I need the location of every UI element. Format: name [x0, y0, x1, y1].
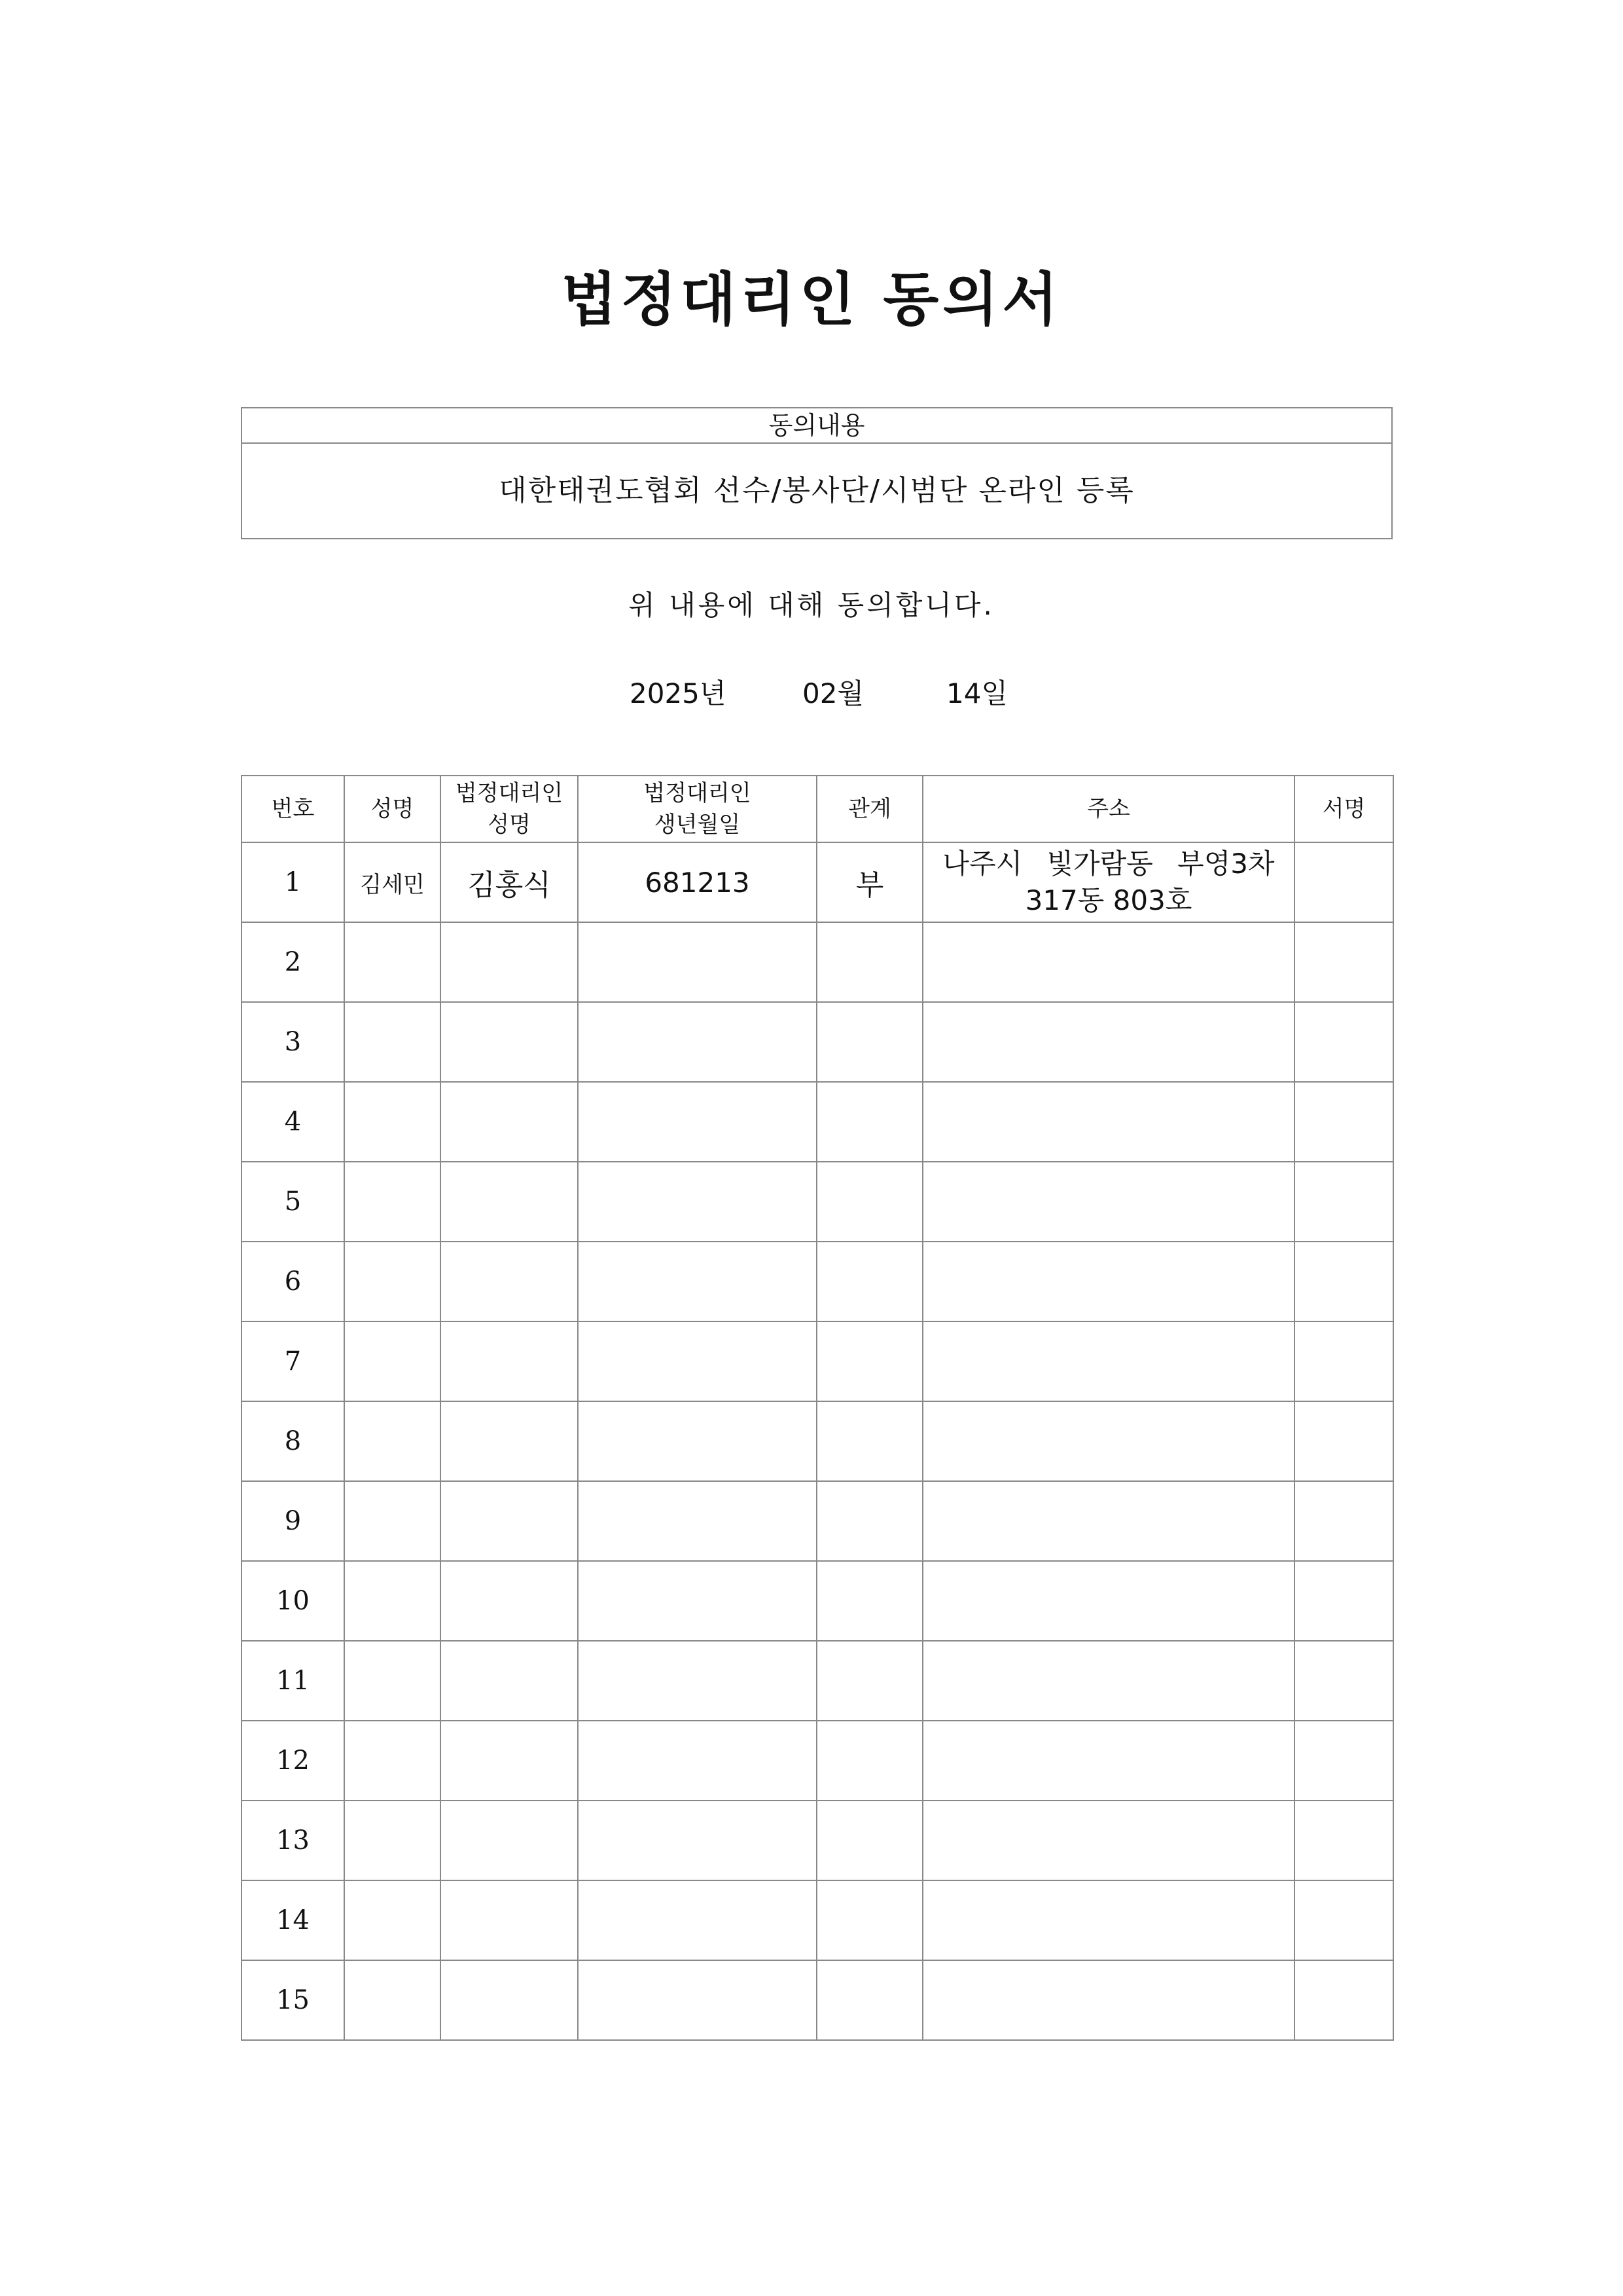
- row-guardian-name: 김홍식: [440, 842, 578, 922]
- row-signature: [1294, 1082, 1393, 1162]
- row-guardian-name: [440, 1960, 578, 2040]
- row-signature: [1294, 842, 1393, 922]
- row-guardian-name: [440, 1002, 578, 1082]
- row-guardian-birth: [578, 1641, 817, 1721]
- row-address: [923, 1481, 1294, 1561]
- row-signature: [1294, 1162, 1393, 1242]
- row-address: [923, 842, 1294, 922]
- table-row: [241, 1721, 1393, 1801]
- row-name: [344, 1082, 440, 1162]
- row-number: 2: [241, 922, 344, 1002]
- header-number: 번호: [241, 776, 344, 842]
- row-relation: [817, 1162, 923, 1242]
- table-row: [241, 1002, 1393, 1082]
- table-row: [241, 922, 1393, 1002]
- row-number: 3: [241, 1002, 344, 1082]
- row-number: 13: [241, 1801, 344, 1880]
- row-guardian-name: [440, 1242, 578, 1321]
- row-relation: [817, 1561, 923, 1641]
- row-guardian-birth: [578, 1960, 817, 2040]
- header-guardian-birth-line2: 생년월일: [654, 812, 741, 838]
- row-number: 7: [241, 1321, 344, 1401]
- row-address-line1: 나주시 빛가람동 부영3차: [942, 848, 1275, 880]
- document-title: 법정대리인 동의서: [561, 266, 1062, 333]
- table-row: [241, 1880, 1393, 1960]
- header-guardian-name-line2: 성명: [488, 812, 531, 838]
- row-guardian-name: [440, 1481, 578, 1561]
- header-guardian-name-line1: 법정대리인: [455, 780, 563, 806]
- row-relation: 부: [817, 842, 923, 922]
- row-number: 11: [241, 1641, 344, 1721]
- header-signature: 서명: [1294, 776, 1393, 842]
- row-guardian-birth: [578, 1321, 817, 1401]
- row-address-line2: 317동 803호: [1025, 884, 1192, 916]
- header-guardian-birth-line1: 법정대리인: [643, 780, 751, 806]
- row-name: [344, 1561, 440, 1641]
- row-guardian-birth: [578, 1082, 817, 1162]
- header-guardian-name: [440, 776, 578, 842]
- table-row: [241, 1960, 1393, 2040]
- row-relation: [817, 1321, 923, 1401]
- row-number: 12: [241, 1721, 344, 1801]
- row-guardian-name: [440, 1561, 578, 1641]
- row-guardian-birth: [578, 1481, 817, 1561]
- table-row: [241, 1561, 1393, 1641]
- row-address: [923, 922, 1294, 1002]
- row-guardian-birth: [578, 1162, 817, 1242]
- row-name: 김세민: [344, 842, 440, 922]
- table-header-row: [241, 776, 1393, 842]
- table-row: [241, 1481, 1393, 1561]
- row-name: [344, 1401, 440, 1481]
- consent-box: [241, 407, 1393, 539]
- row-relation: [817, 1880, 923, 1960]
- row-name: [344, 1721, 440, 1801]
- row-signature: [1294, 1321, 1393, 1401]
- row-signature: [1294, 1002, 1393, 1082]
- header-relation: 관계: [817, 776, 923, 842]
- row-signature: [1294, 1242, 1393, 1321]
- row-address: [923, 1162, 1294, 1242]
- row-name: [344, 1481, 440, 1561]
- row-name: [344, 1242, 440, 1321]
- row-number: 14: [241, 1880, 344, 1960]
- row-name: [344, 1321, 440, 1401]
- row-number: 8: [241, 1401, 344, 1481]
- row-signature: [1294, 1721, 1393, 1801]
- row-number: 15: [241, 1960, 344, 2040]
- row-guardian-birth: [578, 922, 817, 1002]
- header-address: 주소: [923, 776, 1294, 842]
- row-relation: [817, 1401, 923, 1481]
- row-address: [923, 1641, 1294, 1721]
- row-guardian-name: [440, 1082, 578, 1162]
- date-month: 02월: [802, 677, 865, 709]
- table-row: [241, 842, 1393, 922]
- consent-content: 대한태권도협회 선수/봉사단/시범단 온라인 등록: [499, 474, 1135, 507]
- row-guardian-birth: [578, 1002, 817, 1082]
- row-name: [344, 1880, 440, 1960]
- row-relation: [817, 1641, 923, 1721]
- row-guardian-name: [440, 1880, 578, 1960]
- row-signature: [1294, 1801, 1393, 1880]
- row-address: [923, 1960, 1294, 2040]
- table-row: [241, 1641, 1393, 1721]
- row-address: [923, 1721, 1294, 1801]
- row-signature: [1294, 1481, 1393, 1561]
- row-guardian-name: [440, 1801, 578, 1880]
- row-relation: [817, 1481, 923, 1561]
- row-address: [923, 1561, 1294, 1641]
- row-guardian-name: [440, 1401, 578, 1481]
- row-guardian-birth: [578, 1401, 817, 1481]
- row-address: [923, 1880, 1294, 1960]
- row-relation: [817, 1721, 923, 1801]
- agreement-text: 위 내용에 대해 동의합니다.: [628, 589, 995, 621]
- row-signature: [1294, 1401, 1393, 1481]
- row-guardian-birth: [578, 1721, 817, 1801]
- table-row: [241, 1162, 1393, 1242]
- row-name: [344, 1162, 440, 1242]
- row-signature: [1294, 922, 1393, 1002]
- row-relation: [817, 1801, 923, 1880]
- row-signature: [1294, 1641, 1393, 1721]
- table-row: [241, 1082, 1393, 1162]
- row-signature: [1294, 1561, 1393, 1641]
- row-guardian-birth: [578, 1242, 817, 1321]
- date-year: 2025년: [630, 677, 726, 709]
- row-signature: [1294, 1880, 1393, 1960]
- row-address: [923, 1082, 1294, 1162]
- row-name: [344, 1641, 440, 1721]
- row-name: [344, 1960, 440, 2040]
- row-relation: [817, 1002, 923, 1082]
- row-number: 5: [241, 1162, 344, 1242]
- row-guardian-name: [440, 922, 578, 1002]
- row-address: [923, 1002, 1294, 1082]
- row-name: [344, 922, 440, 1002]
- row-address: [923, 1401, 1294, 1481]
- row-number: 1: [241, 842, 344, 922]
- row-guardian-birth: [578, 1880, 817, 1960]
- header-name: 성명: [344, 776, 440, 842]
- table-row: [241, 1321, 1393, 1401]
- row-guardian-birth: [578, 1561, 817, 1641]
- row-relation: [817, 1960, 923, 2040]
- row-relation: [817, 1082, 923, 1162]
- row-number: 10: [241, 1561, 344, 1641]
- date-day: 14일: [946, 677, 1008, 709]
- consent-header: 동의내용: [242, 408, 1391, 444]
- row-guardian-name: [440, 1721, 578, 1801]
- row-relation: [817, 922, 923, 1002]
- row-number: 6: [241, 1242, 344, 1321]
- table-row: [241, 1401, 1393, 1481]
- row-number: 4: [241, 1082, 344, 1162]
- row-address: [923, 1801, 1294, 1880]
- row-address: [923, 1242, 1294, 1321]
- row-guardian-name: [440, 1321, 578, 1401]
- row-name: [344, 1801, 440, 1880]
- row-name: [344, 1002, 440, 1082]
- table-row: [241, 1801, 1393, 1880]
- guardian-roster-table: [241, 775, 1394, 2041]
- row-guardian-birth: 681213: [578, 842, 817, 922]
- row-guardian-name: [440, 1162, 578, 1242]
- row-guardian-name: [440, 1641, 578, 1721]
- row-number: 9: [241, 1481, 344, 1561]
- row-guardian-birth: [578, 1801, 817, 1880]
- header-guardian-birth: [578, 776, 817, 842]
- table-body: [241, 842, 1393, 2040]
- row-signature: [1294, 1960, 1393, 2040]
- table-row: [241, 1242, 1393, 1321]
- row-address: [923, 1321, 1294, 1401]
- row-relation: [817, 1242, 923, 1321]
